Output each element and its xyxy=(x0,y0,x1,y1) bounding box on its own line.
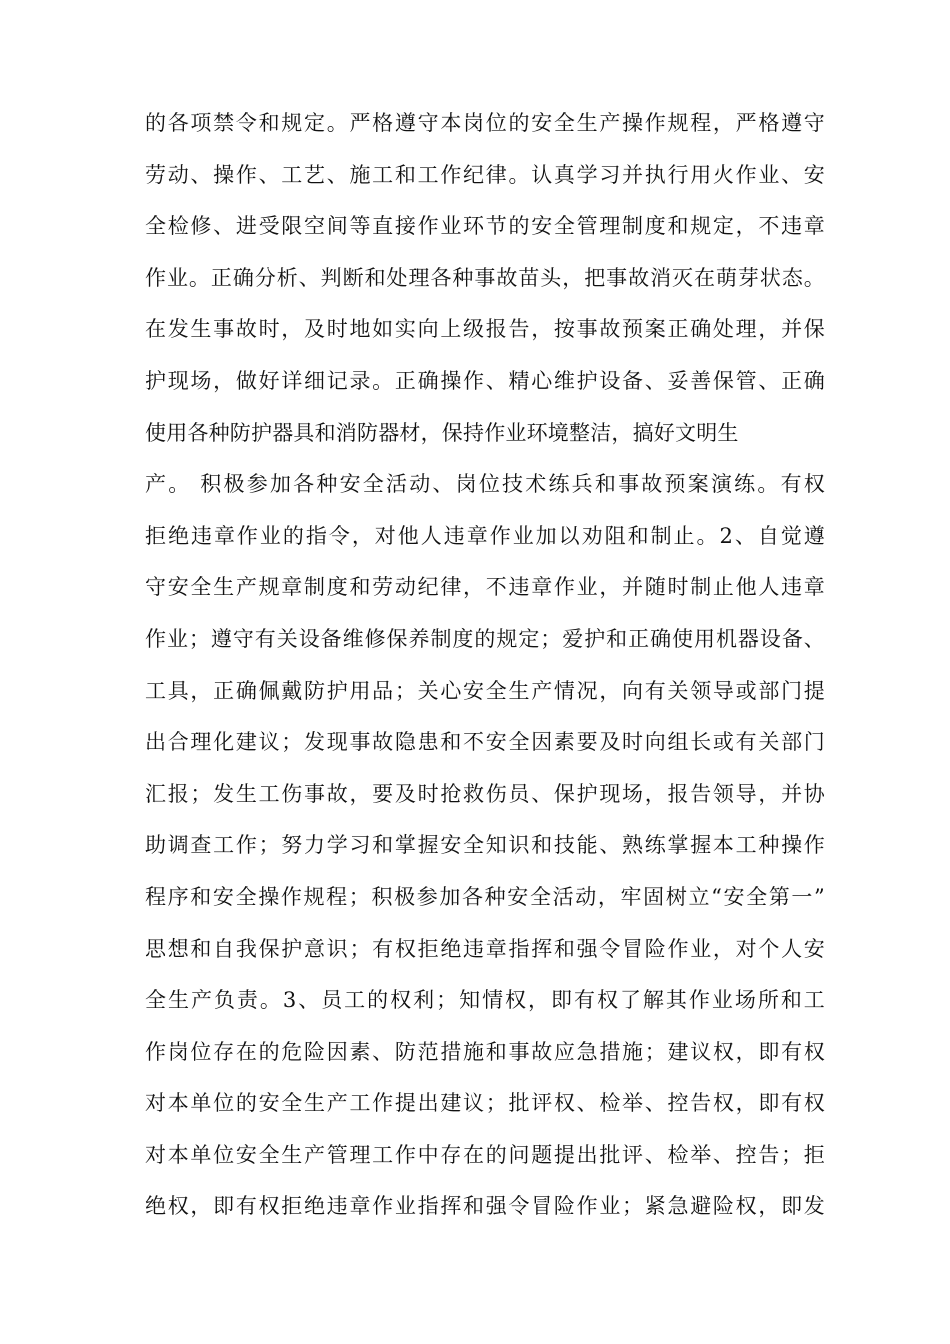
text-line: 守安全生产规章制度和劳动纪律，不违章作业，并随时制止他人违章 xyxy=(145,575,825,600)
text-line: 的各项禁令和规定。严格遵守本岗位的安全生产操作规程，严格遵守 xyxy=(145,111,825,135)
text-line: 作岗位存在的危险因素、防范措施和事故应急措施；建议权，即有权 xyxy=(145,1039,825,1064)
text-line: 汇报；发生工伤事故，要及时抢救伤员、保护现场，报告领导，并协 xyxy=(145,781,825,806)
text-line: 绝权，即有权拒绝违章作业指挥和强令冒险作业；紧急避险权，即发 xyxy=(145,1194,825,1219)
body-text xyxy=(145,98,825,1233)
text-line: 出合理化建议；发现事故隐患和不安全因素要及时向组长或有关部门 xyxy=(145,730,825,755)
text-line: 护现场，做好详细记录。正确操作、精心维护设备、妥善保管、正确 xyxy=(145,368,825,393)
text-line: 在发生事故时，及时地如实向上级报告，按事故预案正确处理，并保 xyxy=(145,317,825,342)
text-line: 作业。正确分析、判断和处理各种事故苗头，把事故消灭在萌芽状态。 xyxy=(145,265,825,290)
text-line: 产。 积极参加各种安全活动、岗位技术练兵和事故预案演练。有权 xyxy=(145,472,825,497)
text-line: 思想和自我保护意识；有权拒绝违章指挥和强令冒险作业，对个人安 xyxy=(145,936,825,961)
text-line: 使用各种防护器具和消防器材，保持作业环境整洁，搞好文明生 xyxy=(145,420,739,445)
text-line: 程序和安全操作规程；积极参加各种安全活动，牢固树立“安全第一” xyxy=(145,884,825,909)
text-line: 拒绝违章作业的指令，对他人违章作业加以劝阻和制止。2、自觉遵 xyxy=(145,523,825,548)
text-line: 对本单位的安全生产工作提出建议；批评权、检举、控告权，即有权 xyxy=(145,1091,825,1116)
text-line: 全检修、进受限空间等直接作业环节的安全管理制度和规定，不违章 xyxy=(145,214,825,239)
text-line: 助调查工作；努力学习和掌握安全知识和技能、熟练掌握本工种操作 xyxy=(145,833,825,858)
text-line: 对本单位安全生产管理工作中存在的问题提出批评、检举、控告；拒 xyxy=(145,1142,825,1167)
text-line: 作业；遵守有关设备维修保养制度的规定；爱护和正确使用机器设备、 xyxy=(145,626,825,651)
text-line: 劳动、操作、工艺、施工和工作纪律。认真学习并执行用火作业、安 xyxy=(145,162,825,187)
text-line: 全生产负责。3、员工的权利；知情权，即有权了解其作业场所和工 xyxy=(145,988,825,1013)
text-line: 工具，正确佩戴防护用品；关心安全生产情况，向有关领导或部门提 xyxy=(145,678,825,703)
